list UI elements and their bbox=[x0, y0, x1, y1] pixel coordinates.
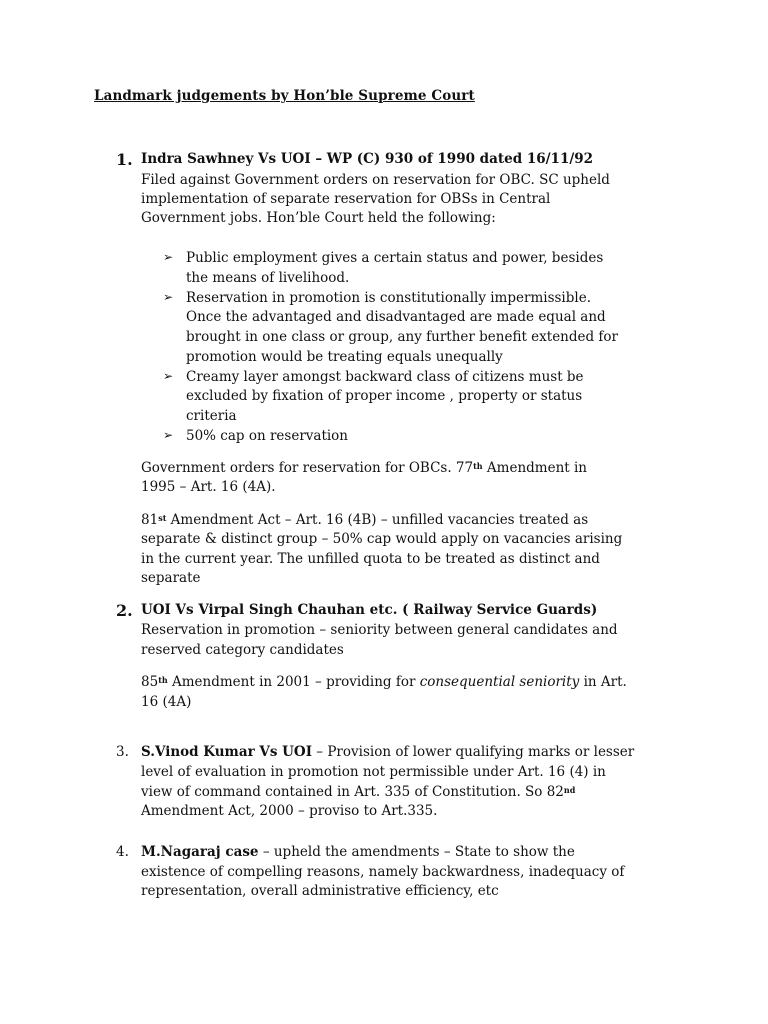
bullet-3-line-1: Creamy layer amongst backward class of citizens must be bbox=[186, 369, 584, 385]
section-3-line-2: level of evaluation in promotion not permissible under Art. 16 (4) in bbox=[141, 764, 606, 780]
section-3-line-4: Amendment Act, 2000 – proviso to Art.335. bbox=[141, 803, 438, 819]
bullet-1-line-1: Public employment gives a certain status and power, besides bbox=[186, 250, 604, 266]
section-3-number: 3. bbox=[116, 744, 129, 760]
section-1-number: 1. bbox=[116, 150, 133, 169]
section-2-para-line-2: 16 (4A) bbox=[141, 694, 192, 710]
section-1-para-2-line-2: separate & distinct group – 50% cap would apply on vacancies arising bbox=[141, 531, 623, 547]
section-1-para-2-line-3: in the current year. The unfilled quota to be treated as distinct and bbox=[141, 551, 600, 567]
bullet-arrow-icon: ➢ bbox=[163, 369, 174, 383]
bullet-1-line-2: the means of livelihood. bbox=[186, 270, 350, 286]
section-1-para-2-line-4: separate bbox=[141, 570, 201, 586]
bullet-3-line-3: criteria bbox=[186, 408, 237, 424]
section-4-line-3: representation, overall administrative efficiency, etc bbox=[141, 883, 499, 899]
section-3-line-3: view of command contained in Art. 335 of Constitution. So 82nd bbox=[141, 784, 576, 800]
bullet-arrow-icon: ➢ bbox=[163, 428, 174, 442]
section-2-para: 85th Amendment in 2001 – providing for consequential seniority in Art. bbox=[141, 674, 627, 690]
section-4-line-1: M.Nagaraj case – upheld the amendments – State to show the bbox=[141, 844, 575, 860]
bullet-3-line-2: excluded by fixation of proper income , property or status bbox=[186, 388, 583, 404]
section-1-line-1: Filed against Government orders on reservation for OBC. SC upheld bbox=[141, 172, 610, 188]
bullet-2-line-3: brought in one class or group, any further benefit extended for bbox=[186, 329, 619, 345]
section-2-heading: UOI Vs Virpal Singh Chauhan etc. ( Railway Service Guards) bbox=[141, 602, 598, 618]
section-2-line-1: Reservation in promotion – seniority between general candidates and bbox=[141, 622, 618, 638]
section-1-heading: Indra Sawhney Vs UOI – WP (C) 930 of 1990 dated 16/11/92 bbox=[141, 151, 594, 167]
section-1-para-2: 81st Amendment Act – Art. 16 (4B) – unfilled vacancies treated as bbox=[141, 512, 589, 528]
section-1-line-3: Government jobs. Hon’ble Court held the following: bbox=[141, 210, 496, 226]
section-1-para-1-line-2: 1995 – Art. 16 (4A). bbox=[141, 479, 276, 495]
section-1-line-2: implementation of separate reservation for OBSs in Central bbox=[141, 191, 551, 207]
section-4-number: 4. bbox=[116, 844, 129, 860]
section-2-line-2: reserved category candidates bbox=[141, 642, 344, 658]
bullet-2-line-2: Once the advantaged and disadvantaged are made equal and bbox=[186, 309, 606, 325]
section-3-line-1: S.Vinod Kumar Vs UOI – Provision of lower qualifying marks or lesser bbox=[141, 744, 635, 760]
bullet-2-line-4: promotion would be treating equals unequally bbox=[186, 349, 503, 365]
section-2-number: 2. bbox=[116, 601, 133, 620]
bullet-4-line-1: 50% cap on reservation bbox=[186, 428, 349, 444]
section-1-para-1: Government orders for reservation for OBCs. 77th Amendment in bbox=[141, 460, 588, 476]
page-title: Landmark judgements by Hon’ble Supreme Court bbox=[94, 88, 475, 104]
section-4-line-2: existence of compelling reasons, namely backwardness, inadequacy of bbox=[141, 864, 625, 880]
bullet-2-line-1: Reservation in promotion is constitutionally impermissible. bbox=[186, 290, 591, 306]
bullet-arrow-icon: ➢ bbox=[163, 290, 174, 304]
bullet-arrow-icon: ➢ bbox=[163, 250, 174, 264]
